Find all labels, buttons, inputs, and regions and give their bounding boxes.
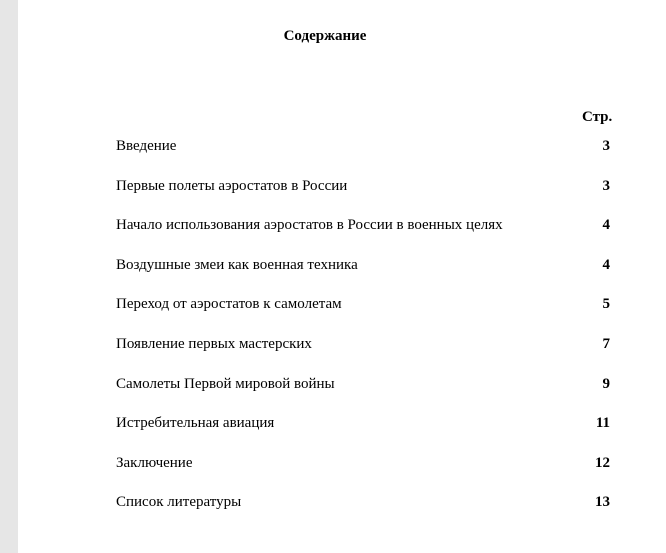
toc-entry-page: 12 bbox=[595, 454, 610, 471]
toc-entry bbox=[116, 178, 610, 218]
table-of-contents bbox=[116, 138, 610, 534]
toc-entry bbox=[116, 138, 610, 178]
page-column-label: Стр. bbox=[582, 109, 613, 125]
toc-entry-title: Истребительная авиация bbox=[116, 415, 275, 432]
toc-entry-page: 9 bbox=[602, 375, 610, 392]
toc-entry bbox=[116, 336, 610, 376]
toc-entry-title: Воздушные змеи как военная техника bbox=[116, 256, 358, 273]
toc-entry-title: Введение bbox=[116, 138, 177, 154]
toc-entry bbox=[116, 455, 610, 495]
toc-entry bbox=[116, 415, 610, 455]
document-margin-edge bbox=[0, 0, 18, 553]
toc-entry-page: 11 bbox=[595, 415, 610, 432]
toc-entry bbox=[116, 376, 610, 416]
toc-entry-title: Переход от аэростатов к самолетам bbox=[116, 296, 342, 313]
toc-entry-page: 3 bbox=[602, 177, 610, 194]
toc-entry bbox=[116, 257, 610, 297]
toc-entry-page: 4 bbox=[602, 256, 610, 273]
toc-entry-page: 3 bbox=[602, 138, 610, 154]
toc-entry-title: Заключение bbox=[116, 454, 193, 471]
toc-entry bbox=[116, 296, 610, 336]
page-title: Содержание bbox=[283, 28, 367, 44]
toc-entry-title: Первые полеты аэростатов в России bbox=[116, 177, 348, 194]
toc-entry bbox=[116, 494, 610, 534]
toc-entry-title: Самолеты Первой мировой войны bbox=[116, 375, 335, 392]
toc-entry-page: 4 bbox=[602, 217, 610, 234]
toc-entry-title: Список литературы bbox=[116, 494, 242, 511]
toc-entry-title: Начало использования аэростатов в России в военных целях bbox=[116, 217, 503, 234]
toc-entry-page: 7 bbox=[602, 335, 610, 352]
toc-entry bbox=[116, 217, 610, 257]
toc-entry-title: Появление первых мастерских bbox=[116, 335, 312, 352]
document-page bbox=[18, 0, 666, 553]
toc-entry-page: 13 bbox=[595, 494, 610, 511]
toc-entry-page: 5 bbox=[602, 296, 610, 313]
